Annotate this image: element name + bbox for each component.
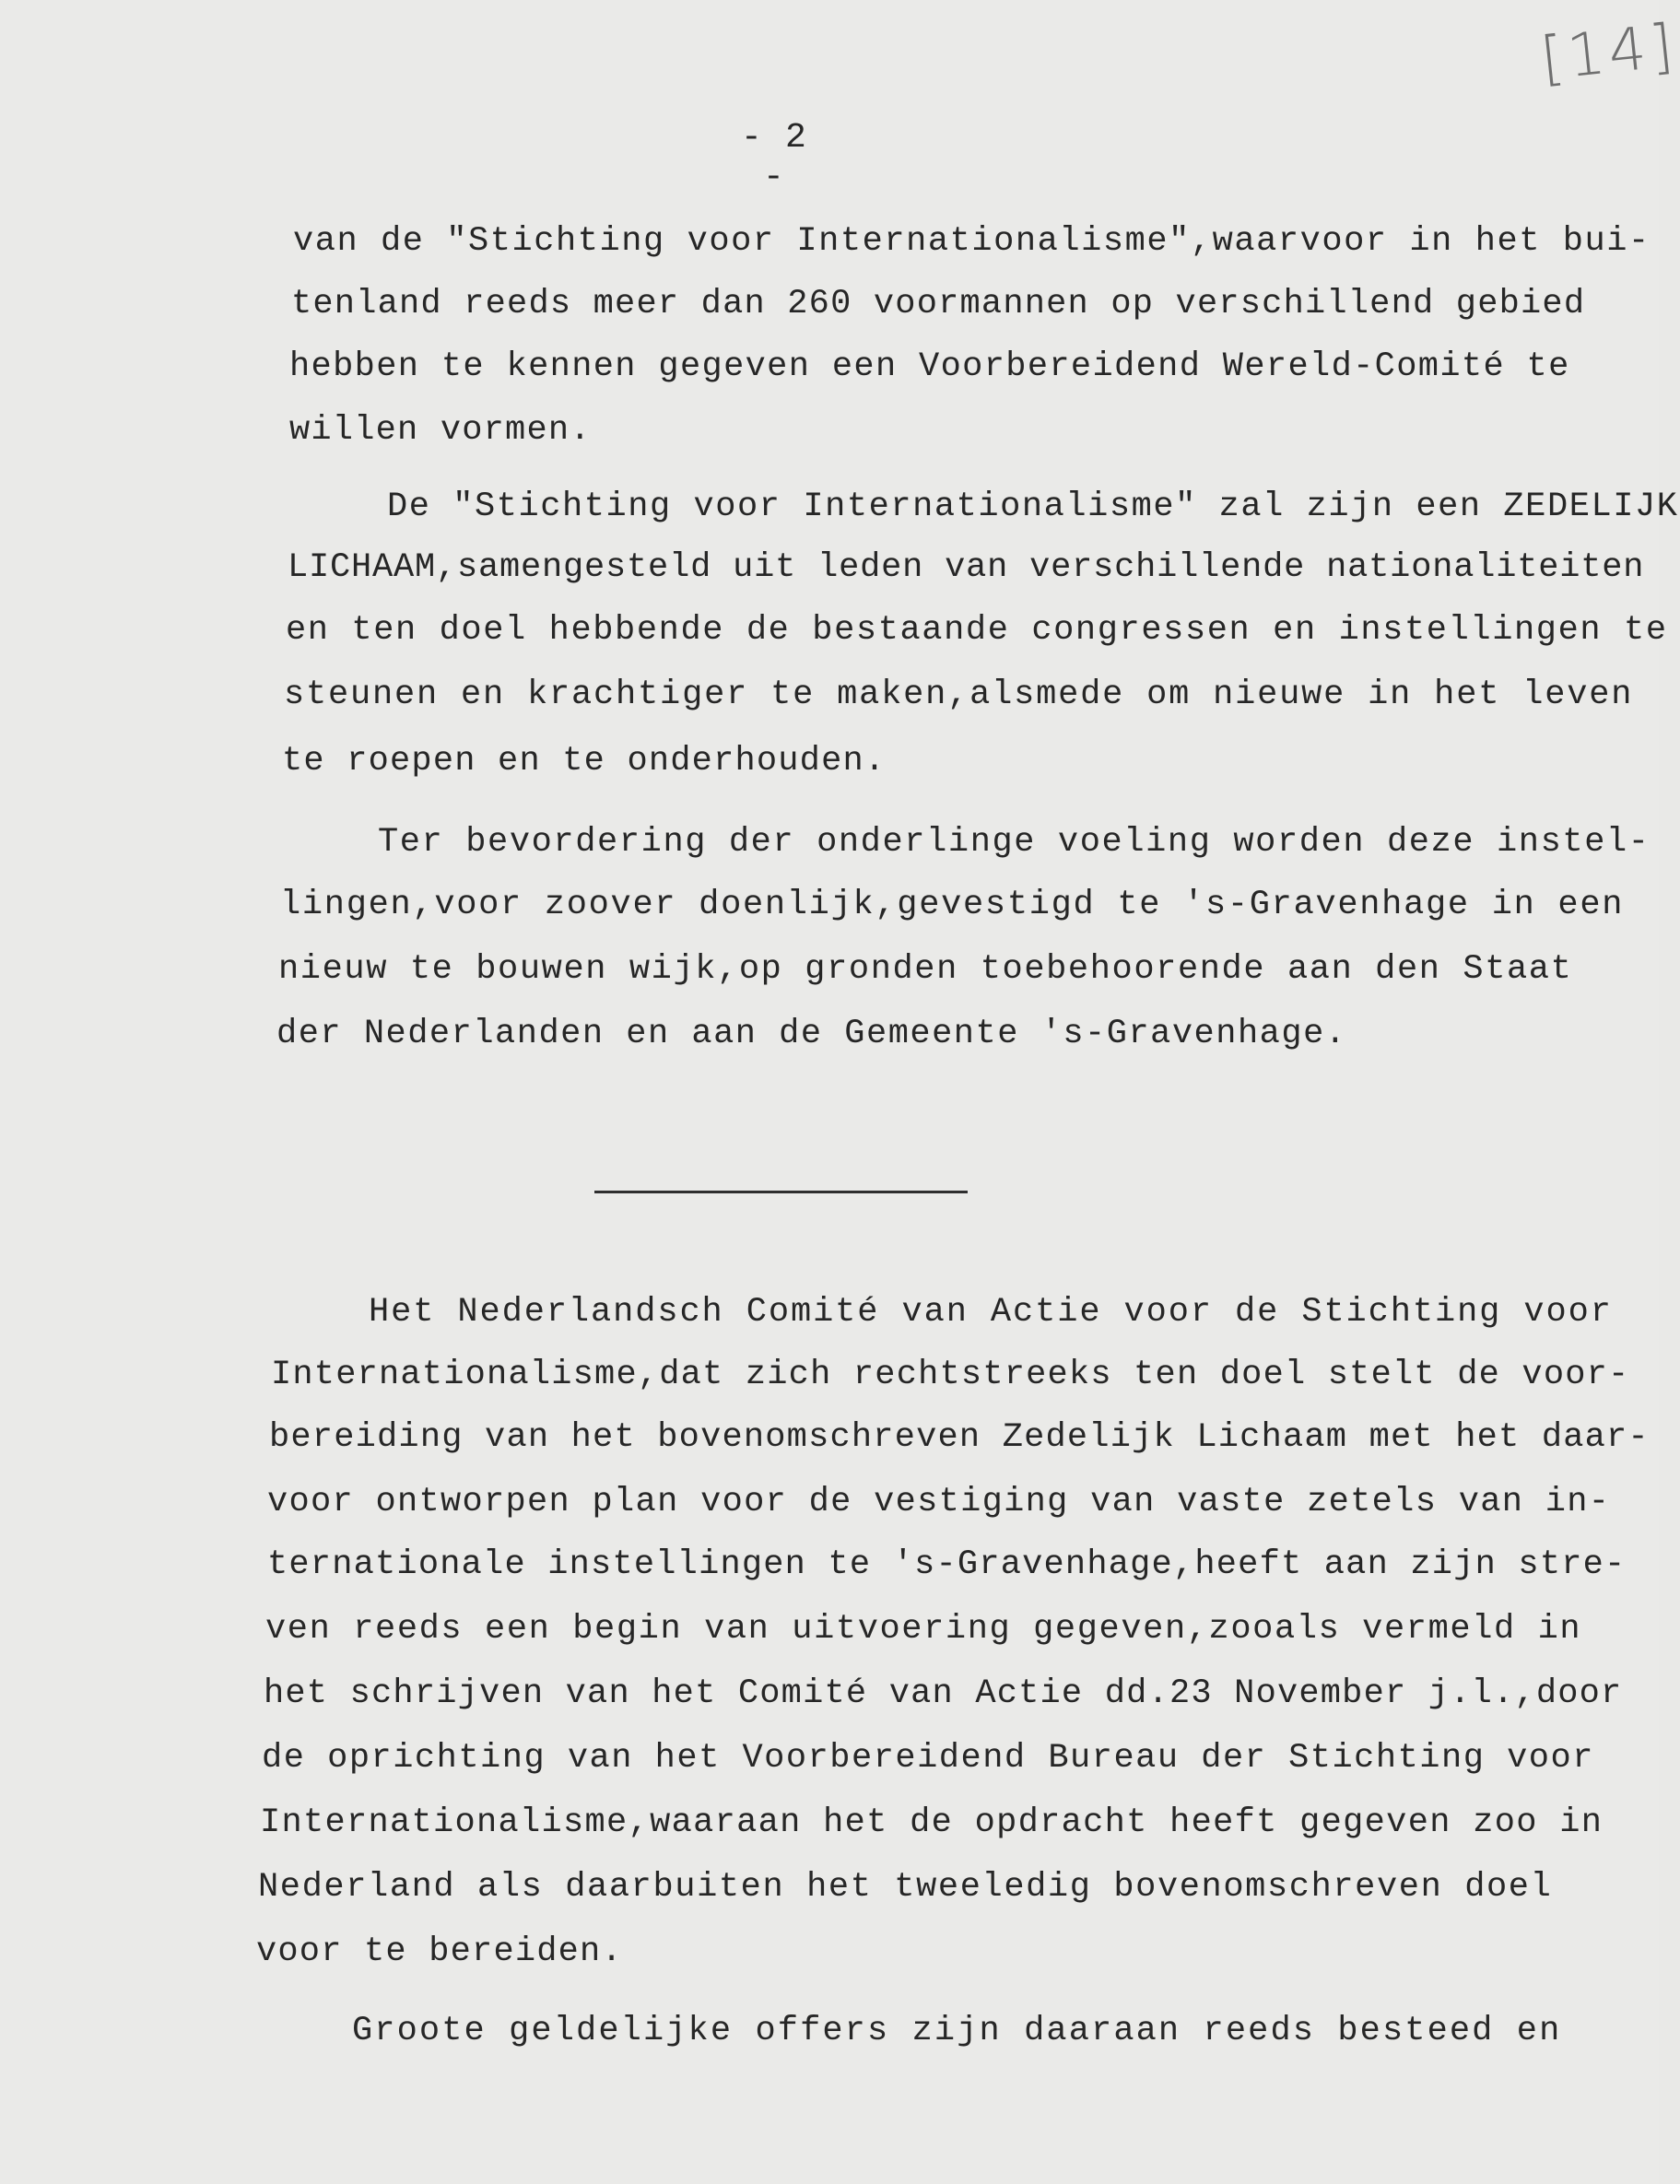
text-line: der Nederlanden en aan de Gemeente 's-Gravenhage. — [276, 1015, 1347, 1053]
text-line: Internationalisme,dat zich rechtstreeks ten doel stelt de voor- — [271, 1356, 1630, 1394]
text-line: tenland reeds meer dan 260 voormannen op verschillend gebied — [291, 285, 1586, 323]
text-line: voor te bereiden. — [256, 1932, 623, 1971]
text-line: hebben te kennen gegeven een Voorbereidend Wereld-Comité te — [289, 347, 1570, 386]
archive-mark: [14] — [1537, 12, 1680, 95]
text-line: Groote geldelijke offers zijn daaraan reeds besteed en — [352, 2012, 1562, 2050]
text-line: Ter bevordering der onderlinge voeling worden deze instel- — [378, 823, 1651, 862]
text-line: de oprichting van het Voorbereidend Bureau der Stichting voor — [262, 1739, 1594, 1778]
text-line: voor ontworpen plan voor de vestiging van vaste zetels van in- — [267, 1483, 1611, 1521]
text-line: De "Stichting voor Internationalisme" zal zijn een ZEDELIJK — [387, 487, 1679, 526]
text-line: nieuw te bouwen wijk,op gronden toebehoorende aan den Staat — [278, 950, 1573, 989]
text-line: het schrijven van het Comité van Actie dd.23 November j.l.,door — [264, 1674, 1623, 1713]
text-line: ven reeds een begin van uitvoering gegeven,zooals vermeld in — [265, 1610, 1582, 1649]
separator-line — [594, 1191, 968, 1193]
text-line: bereiding van het bovenomschreven Zedelijk Lichaam met het daar- — [269, 1418, 1650, 1457]
text-line: Internationalisme,waaraan het de opdracht heeft gegeven zoo in — [260, 1803, 1604, 1842]
text-line: willen vormen. — [289, 411, 592, 450]
text-line: LICHAAM,samengesteld uit leden van verschillende nationaliteiten — [288, 548, 1645, 587]
page-number: - 2 - — [740, 118, 807, 197]
text-line: en ten doel hebbende de bestaande congressen en instellingen te — [286, 611, 1668, 650]
text-line: te roepen en te onderhouden. — [282, 742, 887, 781]
text-line: steunen en krachtiger te maken,alsmede om nieuwe in het leven — [284, 675, 1634, 714]
text-line: van de "Stichting voor Internationalisme",waarvoor in het bui- — [293, 222, 1651, 261]
text-line: Het Nederlandsch Comité van Actie voor de Stichting voor — [369, 1293, 1613, 1332]
text-line: Nederland als daarbuiten het tweeledig bovenomschreven doel — [258, 1868, 1553, 1907]
text-line: ternationale instellingen te 's-Gravenhage,heeft aan zijn stre- — [267, 1545, 1627, 1584]
text-line: lingen,voor zoover doenlijk,gevestigd te 's-Gravenhage in een — [280, 886, 1625, 924]
